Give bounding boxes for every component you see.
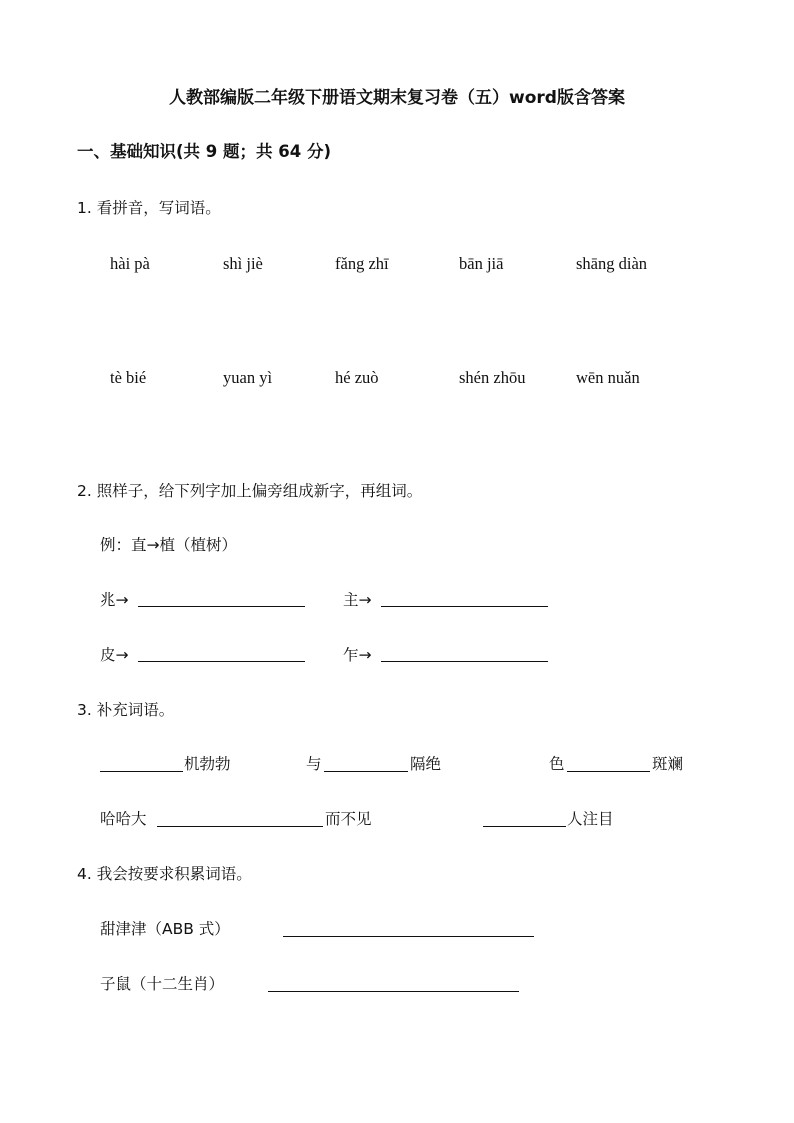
char-item: 兆→ xyxy=(100,591,129,609)
answer-blank[interactable] xyxy=(567,771,650,772)
word-fragment: 与 xyxy=(306,755,322,773)
pinyin-item: yuan yì xyxy=(223,368,273,387)
question-1-text: 1. 看拼音，写词语。 xyxy=(77,199,221,217)
answer-blank[interactable] xyxy=(157,826,323,827)
pinyin-item: hài pà xyxy=(110,254,150,273)
question-3-text: 3. 补充词语。 xyxy=(77,701,175,719)
pinyin-item: tè bié xyxy=(110,368,147,387)
word-fragment: 色 xyxy=(549,755,565,773)
pinyin-item: bān jiā xyxy=(459,254,504,273)
char-item: 乍→ xyxy=(343,646,372,664)
prompt-text: 子鼠（十二生肖） xyxy=(100,975,225,993)
pinyin-item: shì jiè xyxy=(223,254,263,273)
answer-blank[interactable] xyxy=(483,826,566,827)
pinyin-item: shāng diàn xyxy=(576,254,648,273)
char-item: 皮→ xyxy=(100,646,129,664)
question-2-text: 2. 照样子，给下列字加上偏旁组成新字，再组词。 xyxy=(77,482,423,500)
answer-blank[interactable] xyxy=(381,661,548,662)
answer-blank[interactable] xyxy=(138,606,305,607)
word-fragment: 隔绝 xyxy=(410,755,442,773)
answer-blank[interactable] xyxy=(381,606,548,607)
char-item: 主→ xyxy=(343,591,372,609)
answer-blank[interactable] xyxy=(324,771,408,772)
page-title: 人教部编版二年级下册语文期末复习卷（五）word版含答案 xyxy=(169,88,625,108)
prompt-text: 甜津津（ABB 式） xyxy=(100,920,230,938)
pinyin-item: shén zhōu xyxy=(459,368,526,387)
section-heading: 一、基础知识(共 9 题；共 64 分) xyxy=(77,142,332,161)
pinyin-item: hé zuò xyxy=(335,368,379,387)
answer-blank[interactable] xyxy=(138,661,305,662)
word-fragment: 而不见 xyxy=(325,810,372,828)
word-fragment: 哈哈大 xyxy=(100,810,147,828)
answer-blank[interactable] xyxy=(100,771,183,772)
example-text: 例：直→植（植树） xyxy=(100,536,237,554)
word-fragment: 机勃勃 xyxy=(184,755,231,773)
word-fragment: 人注目 xyxy=(567,810,614,828)
pinyin-item: fǎng zhī xyxy=(335,254,389,273)
question-4-text: 4. 我会按要求积累词语。 xyxy=(77,865,252,883)
answer-blank[interactable] xyxy=(268,991,519,992)
word-fragment: 斑斓 xyxy=(652,755,684,773)
answer-blank[interactable] xyxy=(283,936,534,937)
pinyin-item: wēn nuǎn xyxy=(576,368,640,387)
